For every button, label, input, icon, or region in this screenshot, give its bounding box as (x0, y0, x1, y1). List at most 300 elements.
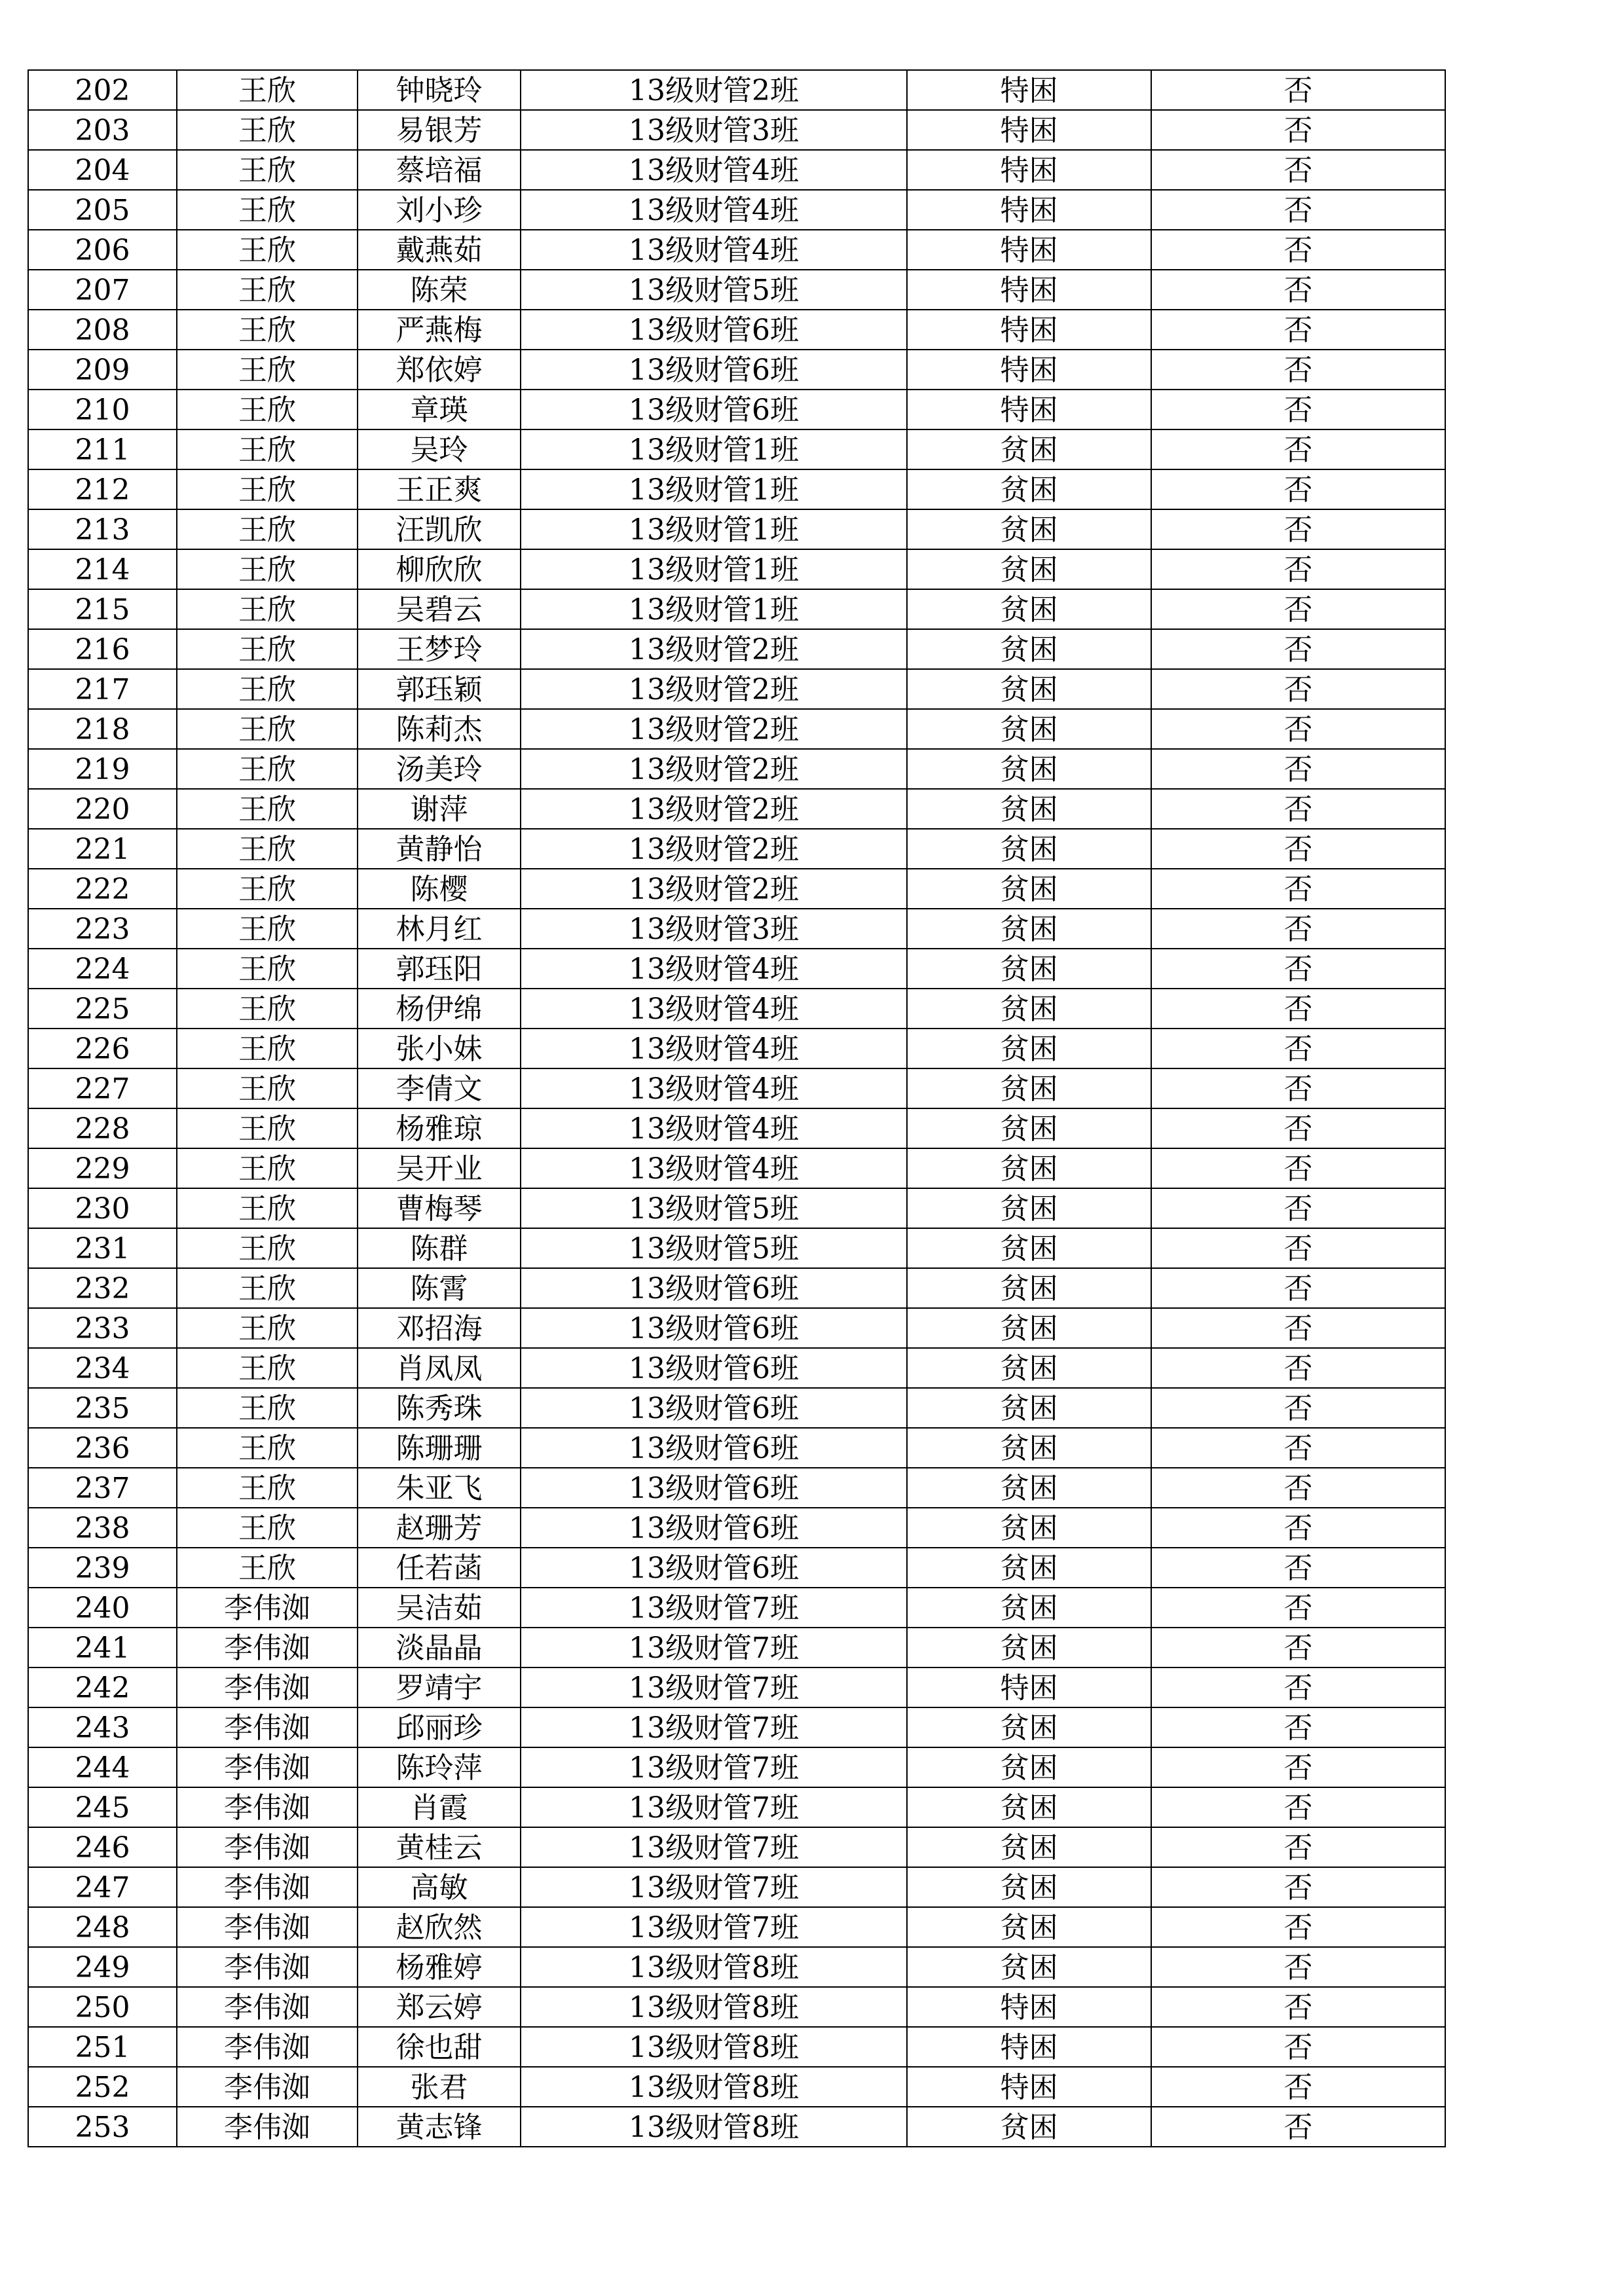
row-number-cell: 231 (28, 1228, 177, 1268)
student-name-cell: 李倩文 (358, 1068, 521, 1108)
status-cell: 否 (1151, 669, 1445, 709)
row-number-cell: 227 (28, 1068, 177, 1108)
hardship-level-cell: 贫困 (907, 589, 1151, 629)
row-number-cell: 209 (28, 350, 177, 390)
hardship-level-cell: 贫困 (907, 1747, 1151, 1787)
status-cell: 否 (1151, 2027, 1445, 2067)
row-number-cell: 225 (28, 989, 177, 1029)
status-cell: 否 (1151, 1628, 1445, 1667)
table-row (28, 390, 1445, 429)
hardship-level-cell: 贫困 (907, 469, 1151, 509)
status-cell: 否 (1151, 429, 1445, 469)
student-name-cell: 朱亚飞 (358, 1468, 521, 1508)
class-cell: 13级财管4班 (521, 1108, 907, 1148)
class-cell: 13级财管4班 (521, 1029, 907, 1068)
class-cell: 13级财管7班 (521, 1707, 907, 1747)
table-row (28, 709, 1445, 749)
row-number-cell: 219 (28, 749, 177, 789)
student-aid-table (28, 69, 1446, 2147)
status-cell: 否 (1151, 1268, 1445, 1308)
class-cell: 13级财管3班 (521, 909, 907, 949)
row-number-cell: 217 (28, 669, 177, 709)
counselor-cell: 王欣 (177, 589, 358, 629)
student-name-cell: 赵珊芳 (358, 1508, 521, 1548)
row-number-cell: 235 (28, 1388, 177, 1428)
counselor-cell: 王欣 (177, 549, 358, 589)
status-cell: 否 (1151, 390, 1445, 429)
status-cell: 否 (1151, 1907, 1445, 1947)
status-cell: 否 (1151, 1228, 1445, 1268)
hardship-level-cell: 特困 (907, 190, 1151, 230)
class-cell: 13级财管3班 (521, 110, 907, 150)
hardship-level-cell: 贫困 (907, 1907, 1151, 1947)
counselor-cell: 李伟洳 (177, 2067, 358, 2107)
status-cell: 否 (1151, 549, 1445, 589)
hardship-level-cell: 贫困 (907, 669, 1151, 709)
hardship-level-cell: 贫困 (907, 1588, 1151, 1628)
status-cell: 否 (1151, 1308, 1445, 1348)
counselor-cell: 王欣 (177, 1188, 358, 1228)
class-cell: 13级财管8班 (521, 1947, 907, 1987)
hardship-level-cell: 贫困 (907, 1148, 1151, 1188)
counselor-cell: 李伟洳 (177, 2027, 358, 2067)
hardship-level-cell: 贫困 (907, 1228, 1151, 1268)
status-cell: 否 (1151, 1029, 1445, 1068)
class-cell: 13级财管6班 (521, 1268, 907, 1308)
counselor-cell: 王欣 (177, 1348, 358, 1388)
status-cell: 否 (1151, 1188, 1445, 1228)
table-row (28, 1667, 1445, 1707)
counselor-cell: 王欣 (177, 829, 358, 869)
hardship-level-cell: 贫困 (907, 1827, 1151, 1867)
student-name-cell: 汪凯欣 (358, 509, 521, 549)
table-row (28, 1468, 1445, 1508)
class-cell: 13级财管4班 (521, 989, 907, 1029)
counselor-cell: 王欣 (177, 1508, 358, 1548)
counselor-cell: 王欣 (177, 230, 358, 270)
row-number-cell: 222 (28, 869, 177, 909)
row-number-cell: 207 (28, 270, 177, 310)
row-number-cell: 216 (28, 629, 177, 669)
row-number-cell: 215 (28, 589, 177, 629)
counselor-cell: 王欣 (177, 669, 358, 709)
row-number-cell: 224 (28, 949, 177, 989)
hardship-level-cell: 贫困 (907, 1348, 1151, 1388)
student-name-cell: 刘小珍 (358, 190, 521, 230)
student-name-cell: 陈荣 (358, 270, 521, 310)
student-name-cell: 杨伊绵 (358, 989, 521, 1029)
hardship-level-cell: 特困 (907, 390, 1151, 429)
row-number-cell: 247 (28, 1867, 177, 1907)
student-name-cell: 杨雅婷 (358, 1947, 521, 1987)
student-name-cell: 郑依婷 (358, 350, 521, 390)
hardship-level-cell: 贫困 (907, 2107, 1151, 2147)
status-cell: 否 (1151, 1148, 1445, 1188)
table-row (28, 1348, 1445, 1388)
counselor-cell: 王欣 (177, 1308, 358, 1348)
row-number-cell: 220 (28, 789, 177, 829)
hardship-level-cell: 贫困 (907, 1388, 1151, 1428)
status-cell: 否 (1151, 270, 1445, 310)
table-row (28, 509, 1445, 549)
student-name-cell: 罗靖宇 (358, 1667, 521, 1707)
row-number-cell: 243 (28, 1707, 177, 1747)
hardship-level-cell: 贫困 (907, 1188, 1151, 1228)
class-cell: 13级财管7班 (521, 1827, 907, 1867)
counselor-cell: 王欣 (177, 1268, 358, 1308)
row-number-cell: 206 (28, 230, 177, 270)
class-cell: 13级财管7班 (521, 1787, 907, 1827)
table-row (28, 70, 1445, 110)
row-number-cell: 252 (28, 2067, 177, 2107)
class-cell: 13级财管6班 (521, 1548, 907, 1588)
hardship-level-cell: 特困 (907, 150, 1151, 190)
counselor-cell: 李伟洳 (177, 1588, 358, 1628)
class-cell: 13级财管5班 (521, 1188, 907, 1228)
hardship-level-cell: 贫困 (907, 1029, 1151, 1068)
hardship-level-cell: 特困 (907, 310, 1151, 350)
student-name-cell: 陈霄 (358, 1268, 521, 1308)
hardship-level-cell: 贫困 (907, 1108, 1151, 1148)
status-cell: 否 (1151, 1947, 1445, 1987)
row-number-cell: 202 (28, 70, 177, 110)
student-name-cell: 林月红 (358, 909, 521, 949)
table-row (28, 789, 1445, 829)
class-cell: 13级财管8班 (521, 2107, 907, 2147)
hardship-level-cell: 特困 (907, 2027, 1151, 2067)
class-cell: 13级财管6班 (521, 350, 907, 390)
table-row (28, 150, 1445, 190)
table-row (28, 549, 1445, 589)
status-cell: 否 (1151, 469, 1445, 509)
hardship-level-cell: 贫困 (907, 1867, 1151, 1907)
student-name-cell: 陈群 (358, 1228, 521, 1268)
hardship-level-cell: 贫困 (907, 509, 1151, 549)
counselor-cell: 李伟洳 (177, 1707, 358, 1747)
class-cell: 13级财管1班 (521, 549, 907, 589)
row-number-cell: 226 (28, 1029, 177, 1068)
status-cell: 否 (1151, 989, 1445, 1029)
counselor-cell: 王欣 (177, 949, 358, 989)
counselor-cell: 王欣 (177, 989, 358, 1029)
hardship-level-cell: 特困 (907, 230, 1151, 270)
student-name-cell: 邓招海 (358, 1308, 521, 1348)
status-cell: 否 (1151, 150, 1445, 190)
table-row (28, 869, 1445, 909)
counselor-cell: 王欣 (177, 1148, 358, 1188)
row-number-cell: 246 (28, 1827, 177, 1867)
hardship-level-cell: 贫困 (907, 749, 1151, 789)
row-number-cell: 228 (28, 1108, 177, 1148)
table-row (28, 1388, 1445, 1428)
class-cell: 13级财管2班 (521, 829, 907, 869)
student-name-cell: 陈珊珊 (358, 1428, 521, 1468)
status-cell: 否 (1151, 1508, 1445, 1548)
status-cell: 否 (1151, 1068, 1445, 1108)
table-row (28, 469, 1445, 509)
table-row (28, 669, 1445, 709)
table-row (28, 1308, 1445, 1348)
table-row (28, 230, 1445, 270)
student-name-cell: 张小妹 (358, 1029, 521, 1068)
status-cell: 否 (1151, 709, 1445, 749)
status-cell: 否 (1151, 70, 1445, 110)
table-row (28, 1907, 1445, 1947)
status-cell: 否 (1151, 1987, 1445, 2027)
row-number-cell: 239 (28, 1548, 177, 1588)
counselor-cell: 李伟洳 (177, 1747, 358, 1787)
hardship-level-cell: 贫困 (907, 1707, 1151, 1747)
student-name-cell: 黄志锋 (358, 2107, 521, 2147)
counselor-cell: 王欣 (177, 150, 358, 190)
row-number-cell: 229 (28, 1148, 177, 1188)
class-cell: 13级财管7班 (521, 1747, 907, 1787)
counselor-cell: 王欣 (177, 390, 358, 429)
student-name-cell: 王正爽 (358, 469, 521, 509)
class-cell: 13级财管7班 (521, 1588, 907, 1628)
student-name-cell: 王梦玲 (358, 629, 521, 669)
table-body (28, 70, 1445, 2147)
counselor-cell: 李伟洳 (177, 1827, 358, 1867)
table-row (28, 949, 1445, 989)
counselor-cell: 李伟洳 (177, 1987, 358, 2027)
hardship-level-cell: 特困 (907, 2067, 1151, 2107)
table-row (28, 909, 1445, 949)
hardship-level-cell: 贫困 (907, 1947, 1151, 1987)
student-name-cell: 淡晶晶 (358, 1628, 521, 1667)
table-row (28, 350, 1445, 390)
counselor-cell: 王欣 (177, 1108, 358, 1148)
student-name-cell: 吴玲 (358, 429, 521, 469)
table-row (28, 629, 1445, 669)
class-cell: 13级财管7班 (521, 1628, 907, 1667)
student-name-cell: 蔡培福 (358, 150, 521, 190)
hardship-level-cell: 贫困 (907, 869, 1151, 909)
class-cell: 13级财管2班 (521, 70, 907, 110)
counselor-cell: 王欣 (177, 1468, 358, 1508)
counselor-cell: 王欣 (177, 909, 358, 949)
student-name-cell: 张君 (358, 2067, 521, 2107)
table-row (28, 1108, 1445, 1148)
hardship-level-cell: 贫困 (907, 829, 1151, 869)
hardship-level-cell: 贫困 (907, 1787, 1151, 1827)
hardship-level-cell: 贫困 (907, 949, 1151, 989)
class-cell: 13级财管1班 (521, 589, 907, 629)
class-cell: 13级财管4班 (521, 949, 907, 989)
row-number-cell: 232 (28, 1268, 177, 1308)
status-cell: 否 (1151, 1827, 1445, 1867)
hardship-level-cell: 贫困 (907, 989, 1151, 1029)
class-cell: 13级财管1班 (521, 469, 907, 509)
counselor-cell: 李伟洳 (177, 2107, 358, 2147)
hardship-level-cell: 贫困 (907, 1628, 1151, 1667)
row-number-cell: 204 (28, 150, 177, 190)
counselor-cell: 王欣 (177, 1068, 358, 1108)
class-cell: 13级财管5班 (521, 1228, 907, 1268)
class-cell: 13级财管4班 (521, 1148, 907, 1188)
status-cell: 否 (1151, 310, 1445, 350)
row-number-cell: 248 (28, 1907, 177, 1947)
class-cell: 13级财管6班 (521, 1348, 907, 1388)
counselor-cell: 王欣 (177, 1228, 358, 1268)
status-cell: 否 (1151, 1468, 1445, 1508)
status-cell: 否 (1151, 949, 1445, 989)
student-name-cell: 任若菡 (358, 1548, 521, 1588)
class-cell: 13级财管1班 (521, 509, 907, 549)
table-row (28, 1428, 1445, 1468)
table-row (28, 1947, 1445, 1987)
counselor-cell: 李伟洳 (177, 1867, 358, 1907)
table-row (28, 1548, 1445, 1588)
counselor-cell: 王欣 (177, 629, 358, 669)
student-name-cell: 易银芳 (358, 110, 521, 150)
row-number-cell: 241 (28, 1628, 177, 1667)
counselor-cell: 李伟洳 (177, 1667, 358, 1707)
counselor-cell: 王欣 (177, 110, 358, 150)
row-number-cell: 208 (28, 310, 177, 350)
table-row (28, 110, 1445, 150)
student-name-cell: 戴燕茹 (358, 230, 521, 270)
counselor-cell: 王欣 (177, 709, 358, 749)
row-number-cell: 212 (28, 469, 177, 509)
row-number-cell: 249 (28, 1947, 177, 1987)
row-number-cell: 211 (28, 429, 177, 469)
class-cell: 13级财管7班 (521, 1867, 907, 1907)
table-row (28, 1029, 1445, 1068)
student-name-cell: 章瑛 (358, 390, 521, 429)
table-row (28, 589, 1445, 629)
class-cell: 13级财管1班 (521, 429, 907, 469)
counselor-cell: 王欣 (177, 310, 358, 350)
table-row (28, 2067, 1445, 2107)
class-cell: 13级财管7班 (521, 1667, 907, 1707)
hardship-level-cell: 特困 (907, 70, 1151, 110)
class-cell: 13级财管2班 (521, 629, 907, 669)
student-name-cell: 钟晓玲 (358, 70, 521, 110)
counselor-cell: 王欣 (177, 270, 358, 310)
counselor-cell: 王欣 (177, 869, 358, 909)
row-number-cell: 233 (28, 1308, 177, 1348)
student-name-cell: 陈莉杰 (358, 709, 521, 749)
counselor-cell: 王欣 (177, 1388, 358, 1428)
status-cell: 否 (1151, 110, 1445, 150)
table-row (28, 1787, 1445, 1827)
student-name-cell: 肖霞 (358, 1787, 521, 1827)
row-number-cell: 234 (28, 1348, 177, 1388)
status-cell: 否 (1151, 749, 1445, 789)
hardship-level-cell: 贫困 (907, 1468, 1151, 1508)
class-cell: 13级财管6班 (521, 1468, 907, 1508)
row-number-cell: 210 (28, 390, 177, 429)
class-cell: 13级财管4班 (521, 190, 907, 230)
class-cell: 13级财管6班 (521, 390, 907, 429)
counselor-cell: 王欣 (177, 429, 358, 469)
status-cell: 否 (1151, 2067, 1445, 2107)
status-cell: 否 (1151, 869, 1445, 909)
row-number-cell: 244 (28, 1747, 177, 1787)
row-number-cell: 221 (28, 829, 177, 869)
row-number-cell: 240 (28, 1588, 177, 1628)
row-number-cell: 223 (28, 909, 177, 949)
counselor-cell: 王欣 (177, 190, 358, 230)
row-number-cell: 213 (28, 509, 177, 549)
student-name-cell: 郭珏阳 (358, 949, 521, 989)
table-row (28, 190, 1445, 230)
table-row (28, 989, 1445, 1029)
status-cell: 否 (1151, 350, 1445, 390)
student-name-cell: 徐也甜 (358, 2027, 521, 2067)
status-cell: 否 (1151, 509, 1445, 549)
counselor-cell: 王欣 (177, 469, 358, 509)
table-row (28, 2107, 1445, 2147)
class-cell: 13级财管4班 (521, 150, 907, 190)
hardship-level-cell: 特困 (907, 1987, 1151, 2027)
hardship-level-cell: 贫困 (907, 1508, 1151, 1548)
row-number-cell: 203 (28, 110, 177, 150)
student-name-cell: 柳欣欣 (358, 549, 521, 589)
student-name-cell: 郭珏颖 (358, 669, 521, 709)
status-cell: 否 (1151, 1667, 1445, 1707)
hardship-level-cell: 贫困 (907, 429, 1151, 469)
table-row (28, 1508, 1445, 1548)
status-cell: 否 (1151, 1548, 1445, 1588)
student-name-cell: 陈秀珠 (358, 1388, 521, 1428)
table-row (28, 1628, 1445, 1667)
hardship-level-cell: 贫困 (907, 909, 1151, 949)
status-cell: 否 (1151, 1867, 1445, 1907)
hardship-level-cell: 贫困 (907, 1428, 1151, 1468)
class-cell: 13级财管8班 (521, 2027, 907, 2067)
table-row (28, 1228, 1445, 1268)
student-name-cell: 黄静怡 (358, 829, 521, 869)
status-cell: 否 (1151, 909, 1445, 949)
counselor-cell: 王欣 (177, 70, 358, 110)
table-row (28, 1747, 1445, 1787)
status-cell: 否 (1151, 829, 1445, 869)
table-row (28, 1268, 1445, 1308)
status-cell: 否 (1151, 1787, 1445, 1827)
student-name-cell: 谢萍 (358, 789, 521, 829)
hardship-level-cell: 特困 (907, 270, 1151, 310)
status-cell: 否 (1151, 1588, 1445, 1628)
status-cell: 否 (1151, 1108, 1445, 1148)
status-cell: 否 (1151, 789, 1445, 829)
status-cell: 否 (1151, 190, 1445, 230)
student-name-cell: 陈樱 (358, 869, 521, 909)
counselor-cell: 王欣 (177, 789, 358, 829)
status-cell: 否 (1151, 2107, 1445, 2147)
table-row (28, 429, 1445, 469)
class-cell: 13级财管7班 (521, 1907, 907, 1947)
student-name-cell: 肖凤凤 (358, 1348, 521, 1388)
class-cell: 13级财管8班 (521, 1987, 907, 2027)
table-row (28, 1188, 1445, 1228)
class-cell: 13级财管2班 (521, 709, 907, 749)
student-name-cell: 赵欣然 (358, 1907, 521, 1947)
table-row (28, 1707, 1445, 1747)
hardship-level-cell: 贫困 (907, 789, 1151, 829)
student-name-cell: 吴开业 (358, 1148, 521, 1188)
hardship-level-cell: 贫困 (907, 549, 1151, 589)
hardship-level-cell: 特困 (907, 350, 1151, 390)
table-row (28, 749, 1445, 789)
class-cell: 13级财管6班 (521, 310, 907, 350)
hardship-level-cell: 贫困 (907, 1308, 1151, 1348)
hardship-level-cell: 贫困 (907, 709, 1151, 749)
table-row (28, 1987, 1445, 2027)
student-name-cell: 邱丽珍 (358, 1707, 521, 1747)
hardship-level-cell: 贫困 (907, 1068, 1151, 1108)
